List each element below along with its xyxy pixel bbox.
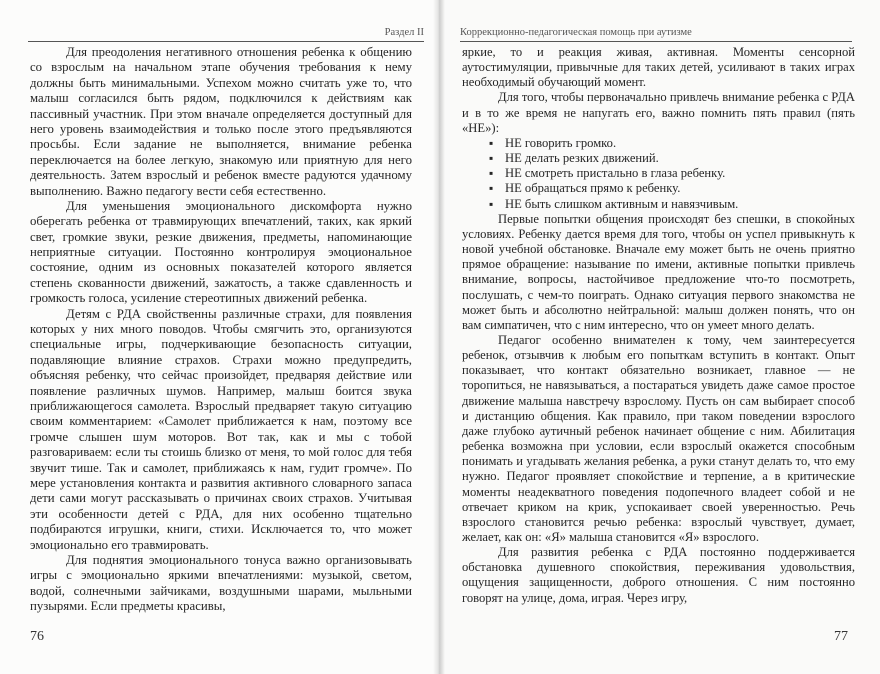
paragraph: Детям с РДА свойственны различные страхи, для появления которых у них много поводов. Чтобы смягчить это, организуются специальные игры, подчеркивающие безопасность ситуации, подавляющие влияние страхов. Страхи можно предупредить, объясняя ребенку, что сейчас произойдет, предваряя действие или появление различных шумов. Например, малыш боится звука приближающегося самолета. Взрослый предваряет такую ситуацию своим комментарием: «Самолет приближается к нам, поэтому все громче слышен шум моторов. Вот так, как и мы с тобой разговариваем: если ты стоишь близко от меня, то мой голос для тебя звучит тише. Так и самолет, приближаясь к нам, гудит громче». По мере установления контакта и развития активного словарного запаса дети сами могут рассказывать о причинах своих страхов. Учитывая эти особенности детей с РДА, для них особенно тщательно подбираются игрушки, книги, стихи. Исключается то, что может эмоционально его травмировать. — [30, 306, 412, 552]
right-page-text — [462, 45, 855, 606]
paragraph: Для того, чтобы первоначально привлечь внимание ребенка с РДА и в то же время не напугать его, важно помнить пять правил (пять «НЕ»): — [462, 90, 855, 135]
list-item: ▪ НЕ быть слишком активным и навязчивым. — [462, 197, 855, 212]
paragraph: Педагог особенно внимателен к тому, чем заинтересуется ребенок, отзывчив к любым его попыткам вступить в контакт. Опыт показывает, что контакт обязательно возникает, главное — не торопиться, не навязываться, а постараться увидеть даже самое простое движение малыша навстречу взрослому. Пусть он сам выбирает способ и дистанцию общения. Как правило, при таком поведении взрослого даже глубоко аутичный ребенок начинает общение с ним. Абилитация ребенка возможна при условии, если взрослый окажется способным понимать и угадывать желания ребенка, а руки станут делать то, что ему нужно. Педагог проявляет спокойствие и терпение, а в критические моменты неадекватного поведения подопечного владеет собой и не отвечает криком на крик, успокаивает своей уверенностью. Речь взрослого становится речью ребенка: взрослый чувствует, думает, желает, как он: «Я» малыша становится «Я» взрослого. — [462, 332, 855, 544]
paragraph: Первые попытки общения происходят без спешки, в спокойных условиях. Ребенку дается время для того, чтобы он успел привыкнуть к новой учебной обстановке. Вначале ему может быть не очень приятно прямое обращение: называние по имени, активные попытки привлечь внимание, вопросы, настойчивое предложение что-то посмотреть, послушать, с чем-то поиграть. Однако ситуация первого знакомства не может быть и абсолютно нейтральной: малыш должен понять, что он вам симпатичен, что с ним интересно, что он умеет много делать. — [462, 211, 855, 332]
paragraph-continuation: яркие, то и реакция живая, активная. Моменты сенсорной аутостимуляции, привычные для таких детей, усиливают в таких играх необходимый обучающий момент. — [462, 45, 855, 90]
page-number: 76 — [30, 629, 44, 644]
paragraph: Для поднятия эмоционального тонуса важно организовывать игры с эмоционально яркими впечатлениями: музыкой, светом, водой, солнечными зайчиками, воздушными шарами, мыльными пузырями. Если предметы красивы, — [30, 552, 412, 614]
paragraph: Для уменьшения эмоционального дискомфорта нужно оберегать ребенка от травмирующих впечатлений, таких, как яркий свет, громкие звуки, резкие движения, предметы, напоминающие неприятные ситуации. Постоянно контролируя эмоциональное состояние, одним из основных показателей которого является степень скованности движений, зажатость, а также сдавленность и громкость голоса, усиление стереотипных движений ребенка. — [30, 198, 412, 306]
list-item: ▪ НЕ говорить громко. — [462, 136, 855, 151]
running-head: Коррекционно-педагогическая помощь при аутизме — [460, 27, 692, 38]
rules-list — [462, 136, 855, 212]
list-item: ▪ НЕ делать резких движений. — [462, 151, 855, 166]
book-gutter — [433, 0, 445, 674]
header-rule — [28, 41, 424, 42]
paragraph: Для преодоления негативного отношения ребенка к общению со взрослым на начальном этапе обучения требования к нему должны быть минимальными. Успехом можно считать уже то, что малыш согласился быть рядом, подключился к действиям как пассивный участник. При этом вначале определяется доступный для него уровень взаимодействия и только после этого предъявляются просьбы. Если задание не выполняется, внимание ребенка переключается на более легкую, знакомую или приятную для него деятельность. Затем взрослый и ребенок вместе радуются удачному выполнению. Важно педагогу вести себя естественно. — [30, 45, 412, 198]
running-head: Раздел II — [384, 27, 424, 38]
header-rule — [460, 41, 852, 42]
page-number: 77 — [834, 629, 848, 644]
list-item: ▪ НЕ обращаться прямо к ребенку. — [462, 181, 855, 196]
left-page-text — [30, 45, 412, 614]
left-page — [0, 0, 438, 674]
right-page — [438, 0, 880, 674]
paragraph: Для развития ребенка с РДА постоянно поддерживается обстановка душевного спокойствия, переживания удовольствия, ощущения защищенности, доброго отношения. С ним постоянно говорят на улице, дома, играя. Через игру, — [462, 545, 855, 605]
list-item: ▪ НЕ смотреть пристально в глаза ребенку. — [462, 166, 855, 181]
